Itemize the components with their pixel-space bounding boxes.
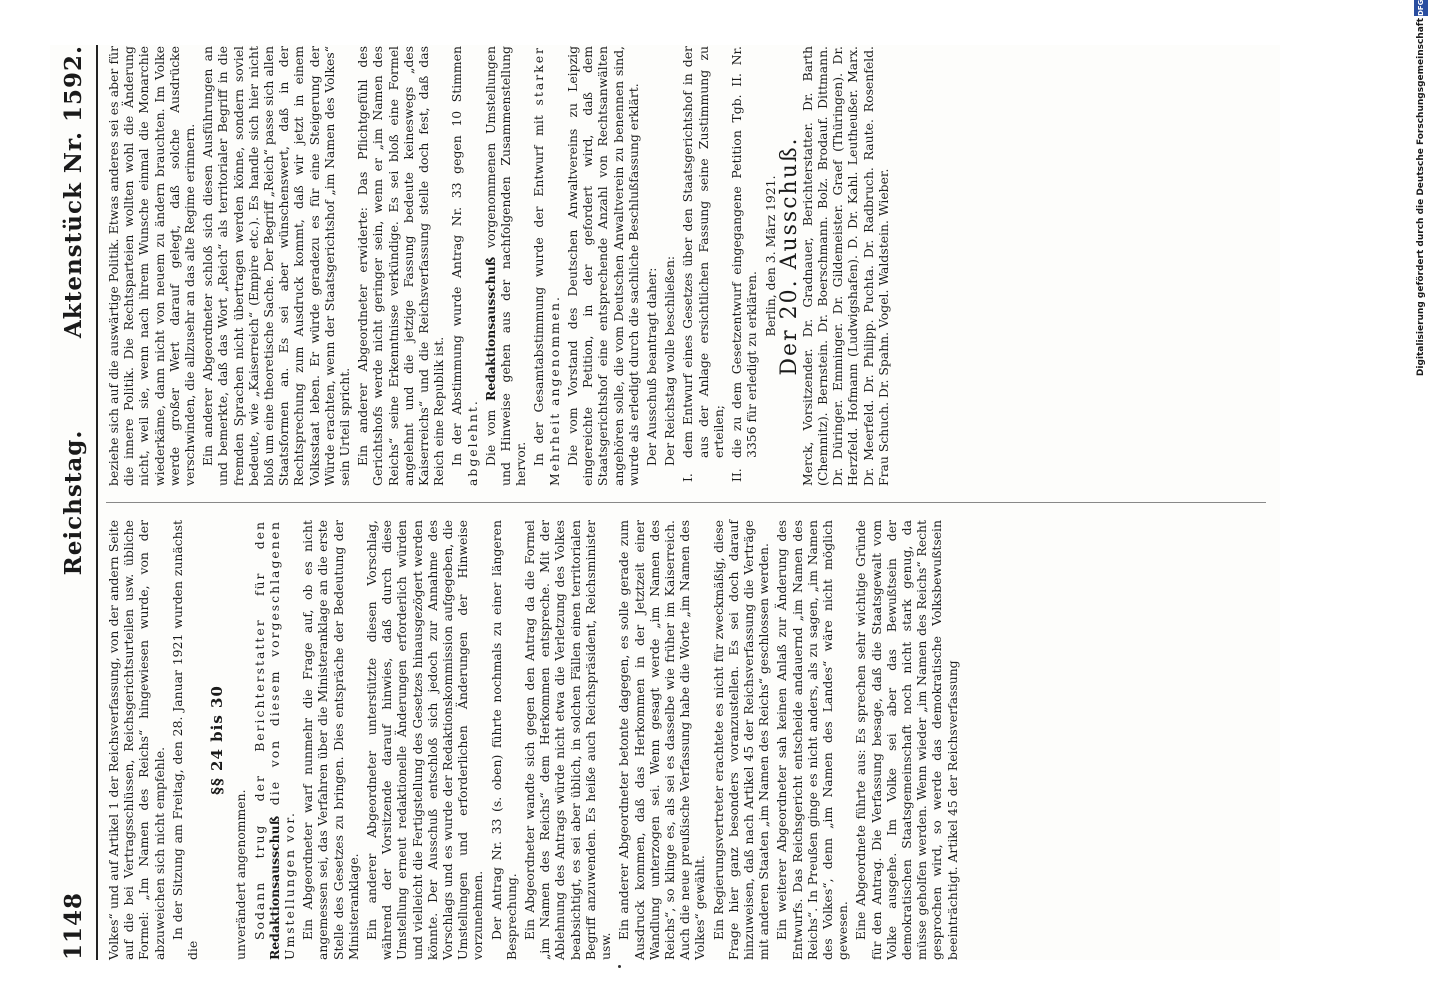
bold-term: Redaktionsausschuß [266, 815, 282, 960]
paragraph: Volkes“ und auf Artikel 1 der Reichsverfassung, von der andern Seite auf die bei Vertragsschlüssen, Reichsgerichtsurteilen usw. übliche Formel: „Im Namen des Reichs“ hingewiesen wurde, von der abzuweichen sich nicht empfehle. [106, 520, 167, 960]
paragraph: Eine Abgeordnete führte aus: Es sprechen sehr wichtige Gründe für den Antrag. Die Verfassung besage, daß die Staatsgewalt vom Volke ausgehe. Im Volke sei aber das Bewußtsein der demokratischen Staatsgemeinschaft noch nicht stark genug, da müsse geholfen werden. Wenn wieder „im Namen des Reichs“ Recht gesprochen wird, so werde das demokratische Volksbewußtsein beeinträchtigt. Artikel 45 der Reichsverfassung [853, 520, 960, 960]
text-span: Die vom [482, 409, 498, 466]
list-item [729, 46, 759, 486]
paragraph [483, 46, 529, 486]
scan-speck [618, 965, 621, 968]
text-span: In der Abstimmung wurde Antrag Nr. 33 gegen 10 Stimmen [449, 46, 465, 466]
rotated-page-content [50, 45, 1280, 960]
paragraph: Die vom Vorstand des Deutschen Anwaltvereins zu Leipzig eingereichte Petition, in der gefordert wird, daß dem Staatsgerichtshof eine entsprechende Anzahl von Rechtsanwälten angehören solle, die vom Deutschen Anwaltverein zu benennen sind, wurde als erledigt durch die sachliche Beschlußfassung erklärt. [564, 46, 641, 486]
dfg-logo: DFG [1414, 0, 1428, 16]
spaced-text: starker Mehrheit angenommen. [531, 46, 562, 486]
document-page [50, 45, 1280, 960]
list-text: die zu dem Gesetzentwurf eingegangene Petition Tgb. II. Nr. 3356 für erledigt zu erklären. [728, 46, 760, 458]
paragraph: Ein Abgeordneter wandte sich gegen den Antrag da die Formel „im Namen des Reichs“ dem Herkommen entspreche. Mit der Ablehnung des Antrags würde nicht etwa die Verletzung des Volkes beabsichtigt, es sei aber üblich, in solchen Fällen einen territorialen Begriff anzuwenden. Es heiße auch Reichspräsident, Reichsminister usw. [522, 520, 614, 960]
paragraph: beziehe sich auf die auswärtige Politik. Etwas anderes sei es aber für die innere Politik. Die Rechtsparteien wollten wohl die Änderung nicht, weil sie, wenn nach ihrem Wunsche einmal die Monarchie wiederkäme, dann nicht von neuem zu ändern brauchten. Im Volke werde großer Wert darauf gelegt, daß solche Ausdrücke verschwinden, die allzusehr an das alte Regime erinnern. [106, 46, 198, 486]
paragraph [449, 46, 479, 486]
paragraph [252, 520, 298, 960]
text-span: vorgenommenen Umstellungen und Hinweise gehen aus der nachfolgenden Zusammenstellung hervor. [482, 46, 529, 486]
paragraph: Ein Abgeordneter warf nunmehr die Frage auf, ob es nicht angemessen sei, das Verfahren über die Ministeranklage an die erste Stelle des Gesetzes zu bringen. Dies entspräche der Bedeutung der Ministeranklage. [300, 520, 361, 960]
text-span: Sodann trug der Berichterstatter für den [251, 520, 267, 940]
paragraph: Ein Regierungsvertreter erachtete es nicht für zweckmäßig, diese Frage hier ganz besonders voranzustellen. Es sei doch darauf hinzuweisen, daß nach Artikel 45 der Reichsverfassung die Verträge mit anderen Staaten „im Namen des Reichs“ geschlossen werden. [710, 520, 772, 960]
page-number: 1148 [60, 891, 87, 960]
column-separator [106, 502, 1266, 503]
paragraph: Ein anderer Abgeordneter erwiderte: Das Pflichtgefühl des Gerichtshofs werde nicht geringer sein, wenn er „im Namen des Reichs“ seine Erkenntnisse verkündige. Es sei bloß eine Formel angelehnt und die jetzige Fassung bedeute keineswegs „des Kaiserreichs“ und die Reichsverfassung stelle doch fest, daß das Reich eine Republik ist. [355, 46, 447, 486]
list-item [680, 46, 726, 486]
digitization-watermark [1414, 0, 1428, 1000]
spaced-text: abgelehnt. [464, 399, 480, 486]
header-title: Reichstag. [60, 429, 87, 576]
member-list: Merck, Vorsitzender. Dr. Gradnauer, Berichterstatter. Dr. Barth (Chemnitz). Bernstein. Dr. Boerschmann. Bolz. Brodauf. Dittmann. Dr. Düringer. Emminger. Dr. Gildemeister. Graef (Thüringen). Dr. Herzfeld. Hofmann (Ludwigshafen). D. Dr. Kahl. Leutheußer. Marx. Dr. Meerfeld. Dr. Philipp. Puchta. Dr. Radbruch. Raute. Rosenfeld. Frau Schuch. Dr. Spahn. Vogel. Waldstein. Wieber. [799, 46, 891, 486]
document-reference: Aktenstück Nr. 1592. [60, 45, 87, 339]
paragraph: Ein anderer Abgeordneter betonte dagegen, es solle gerade zum Ausdruck kommen, daß das Herkommen in der Jetztzeit einer Wandlung unterzogen sei. Wenn gesagt werde „im Namen des Reichs“, so klinge es, als sei es dasselbe wie früher im Kaiserreich. Auch die neue preußische Verfassung habe die Worte „im Namen des Volkes“ gewählt. [616, 520, 708, 960]
header-rule [96, 45, 98, 960]
paragraph: Ein anderer Abgeordneter schloß sich diesen Ausführungen an und bemerkte, daß das Wort „Reich“ als territorialer Begriff in die fremden Sprachen nicht übertragen werden könne, sondern soviel bedeute, wie „Kaiserreich“ (Empire etc.). Es handle sich hier nicht bloß um eine theoretische Sache. Der Begriff „Reich“ passe sich allen Staatsformen an. Es sei aber wünschenswert, daß in der Rechtsprechung zum Ausdruck kommt, daß wir jetzt in einem Volksstaat leben. Er würde geradezu es für eine Steigerung der Würde erachten, wenn der Staatsgerichtshof „im Namen des Volkes“ sein Urteil spricht. [200, 46, 353, 486]
paragraph: In der Sitzung am Freitag, den 28. Januar 1921 wurden zunächst die [169, 520, 201, 960]
paragraph: Der Antrag Nr. 33 (s. oben) führte nochmals zu einer längeren Besprechung. [488, 520, 519, 960]
list-text: dem Entwurf eines Gesetzes über den Staatsgerichtshof in der aus der Anlage ersichtlichen Fassung seine Zustimmung zu erteilen; [680, 46, 726, 458]
left-column [106, 520, 963, 960]
paragraph: Ein anderer Abgeordneter unterstützte diesen Vorschlag, während der Vorsitzende darauf hinwies, daß durch diese Umstellung erneut redaktionelle Änderungen erforderlich würden und vielleicht die Fertigstellung des Gesetzes hinausgezögert werden könnte. Der Ausschuß entschloß sich jedoch zur Annahme des Vorschlags und es wurde der Redaktionskommission aufgegeben, die Umstellungen und erforderlichen Änderungen der Hinweise vorzunehmen. [364, 520, 486, 960]
list-number: I. [680, 473, 696, 482]
paragraph: Der Reichstag wolle beschließen: [662, 255, 678, 466]
bold-term: Redaktionsausschuß [482, 256, 498, 401]
paragraph: Der Ausschuß beantragt daher: [643, 267, 659, 466]
right-column [106, 46, 894, 486]
committee-signature: Der 20. Ausschuß. [776, 136, 802, 376]
resolution-list [680, 46, 759, 486]
watermark-text: Digitalisierung gefördert durch die Deutsche Forschungsgemeinschaft [1416, 18, 1426, 377]
paragraph [531, 46, 561, 486]
page-header [60, 45, 100, 960]
text-span: die von diesem vorgeschlagenen Umstellungen vor. [266, 520, 298, 960]
section-heading: §§ 24 bis 30 [208, 685, 227, 795]
text-span: In der Gesamtabstimmung wurde der Entwurf mit [531, 115, 547, 466]
paragraph: unverändert angenommen. [233, 789, 249, 960]
list-number: II. [728, 468, 744, 482]
date-line: Berlin, den 3. März 1921. [763, 175, 779, 337]
paragraph: Ein weiterer Abgeordneter sah keinen Anlaß zur Änderung des Entwurfs. Das Reichsgericht entscheide andauernd „im Namen des Reichs“. In Preußen ginge es nicht anders, als zu sagen, „im Namen des Volkes“, denn „im Namen des Landes“ wäre nicht möglich gewesen. [774, 520, 851, 960]
